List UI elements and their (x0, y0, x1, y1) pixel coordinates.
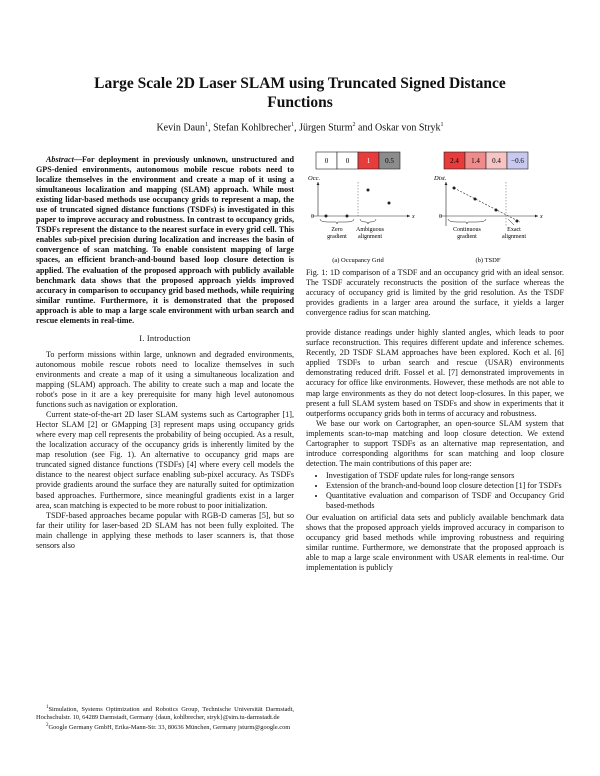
tsdf-cell-value: 1.4 (471, 157, 480, 165)
occ-cell-value: 1 (366, 157, 371, 165)
author-separator: , (294, 122, 300, 134)
footnote (36, 704, 294, 722)
list-item: • Extension of the branch-and-bound loop closure detection [1] for TSDFs (326, 481, 564, 491)
footnotes (36, 704, 294, 732)
tsdf-cells (444, 152, 528, 169)
tsdf-note-left: Continuous gradient (453, 227, 481, 240)
left-column (36, 155, 294, 551)
figure-caption: Fig. 1: 1D comparison of a TSDF and an occupancy grid with an ideal sensor. The TSDF accurately reconstructs the position of the surface whereas the accuracy of occupancy grid is limited by the grid resolution. As the TSDF provides gradients in a larger area around the surface, it yields a larger convergence radius for scan matching. (306, 268, 564, 318)
paragraph: provide distance readings under highly slanted angles, which leads to poor surface reconstruction. This requires different update and inference schemes. Recently, 2D TSDF SLAM approaches have been explored. Koch et al. [6] applied TSDFs to urban search and rescue (USAR) environments demonstrating reduced drift. Fossel et al. [7] demonstrated improvements in accuracy for office like environments. However, these methods are not able to map large environments as they do not detect loop-closures. In this paper, we present a full SLAM system based on TSDFs and show in experiments that it outperforms occupancy grids both in terms of accuracy and robustness. (306, 328, 564, 418)
occupancy-cells (316, 152, 400, 169)
tsdf-plot (433, 175, 543, 264)
affiliation-mark: 1 (440, 122, 444, 128)
x-label: x (412, 214, 415, 220)
list-item: • Quantitative evaluation and comparison of TSDF and Occupancy Grid based-methods (326, 491, 564, 511)
figure-1 (306, 148, 564, 268)
author-separator: and (355, 122, 375, 134)
zero-label: 0 (311, 214, 314, 220)
affiliation-mark: 2 (352, 122, 356, 128)
author-name: Jürgen Sturm (299, 122, 353, 134)
abstract (36, 155, 294, 326)
footnote-mark: 2 (46, 723, 49, 729)
zero-label: 0 (439, 214, 442, 220)
tsdf-cell-value: 0.4 (492, 157, 501, 165)
contribution-list (306, 471, 564, 511)
paper-title: Large Scale 2D Laser SLAM using Truncated Signed Distance Functions (94, 75, 506, 111)
paragraph: TSDF-based approaches became popular with RGB-D cameras [5], but so far their utility for laser-based 2D SLAM has not been fully exploited. The main challenge in applying these methods to laser scanners is, that those sensors also (36, 510, 294, 550)
subcaption-a: (a) Occupancy Grid (332, 257, 384, 264)
tsdf-y-label: Dist. (434, 175, 447, 182)
author-name: Kevin Daun (156, 122, 206, 134)
abstract-dash: — (73, 155, 82, 164)
paragraph: To perform missions within large, unknown and degraded environments, autonomous mobile rescue robots need to localize themselves in such environments and create a map of it using a simultaneous localization and mapping (SLAM) approach. The ability to create such a map and locate the robot's pose in it are a key prerequisite for many high level autonomous functions such as navigation or exploration. (36, 349, 294, 410)
occ-y-label: Occ. (308, 175, 321, 182)
tsdf-note-right: Exact alignment (502, 227, 526, 240)
affiliation-mark: 1 (205, 122, 209, 128)
abstract-text: For deployment in previously unknown, unstructured and GPS-denied environments, autonomous mobile rescue robots need to localize themselves in the environment and create a map of it using a simultaneous localization and mapping (SLAM) approach. While most existing lidar-based methods use occupancy grids to represent a map, the use of truncated signed distance functions (TSDFs) is investigated in this paper to improve accuracy and robustness. In contrast to occupancy grids, TSDFs represent the distance to the nearest surface in every grid cell. This enables sub-pixel precision during localization and increases the basin of convergence of scan matching. To enable consistent mapping of large spaces, an efficient branch-and-bound based loop closure detection is applied. The evaluation of the proposed approach with publicly available benchmark data shows that the proposed approach yields improved accuracy in comparison to occupancy grid based methods, while requiring similar runtime. Furthermore, it is demonstrated that the proposed approach is able to map a large scale environment with urban search and rescue elements in real-time. (36, 155, 294, 325)
x-label: x (540, 214, 543, 220)
author-separator: , (208, 122, 214, 134)
occ-note-right: Ambiguous alignment (355, 227, 385, 240)
tsdf-cell-value: −0.6 (511, 157, 524, 165)
footnote (36, 722, 294, 732)
subcaption-b: (b) TSDF (475, 257, 501, 264)
list-item: • Investigation of TSDF update rules for long-range sensors (326, 471, 564, 481)
right-column (306, 268, 564, 573)
paragraph: Current state-of-the-art 2D laser SLAM systems such as Cartographer [1], Hector SLAM [2] or GMapping [3] represent maps using occupancy grids where every map cell represents the probability of being occupied. As a result, the localization accuracy of the occupancy grids is inherently limited by the map resolution (see Fig. 1). An alternative to occupancy grid maps are truncated signed distance functions (TSDFs) [4] where every cell models the distance to the nearest object surface enabling sub-pixel accuracy. As TSDFs provide gradients around the surface they are naturally suited for optimization based approaches. Furthermore, since meaningful gradients exist in a larger area, scan matching is expected to be more robust to poor initialization. (36, 410, 294, 510)
section-heading: I. Introduction (139, 333, 191, 343)
abstract-label: Abstract (46, 155, 74, 164)
occupancy-plot (308, 175, 415, 264)
occ-cell-value: 0.5 (385, 157, 394, 165)
footnote-text: Simulation, Systems Optimization and Robotics Group, Technische Universität Darmstadt, Hochschulstr. 10, 64289 Darmstadt, Germany {daun, kohlbrecher, stryk}@sim.tu-darmstadt.de (36, 706, 294, 722)
occ-note-left: Zero gradient (327, 227, 347, 240)
footnote-text: Google Germany GmbH, Erika-Mann-Str. 33, 80636 München, Germany jsturm@google.com (48, 724, 291, 732)
paragraph: We base our work on Cartographer, an open-source SLAM system that implements scan-to-map matching and loop closure detection. We extend Cartographer to support TSDFs as an alternative map representation, and introduce corresponding algorithms for scan matching and loop closure detection. The main contributions of this paper are: (306, 418, 564, 468)
author-name: Stefan Kohlbrecher (213, 122, 292, 134)
author-name: Oskar von Stryk (374, 122, 441, 134)
occ-cell-value: 0 (345, 157, 350, 165)
occ-cell-value: 0 (324, 157, 329, 165)
paragraph: Our evaluation on artificial data sets and publicly available benchmark data shows that the proposed approach yields improved accuracy in comparison to occupancy grid based methods while improving robustness and requiring similar runtime. Furthermore, we demonstrate that the proposed approach is able to map a large scale environment with USAR elements in real-time. Our implementation is publicly (306, 513, 564, 573)
tsdf-cell-value: 2.4 (450, 157, 459, 165)
footnote-mark: 1 (46, 705, 49, 710)
affiliation-mark: 1 (291, 122, 295, 128)
author-list (60, 122, 540, 133)
